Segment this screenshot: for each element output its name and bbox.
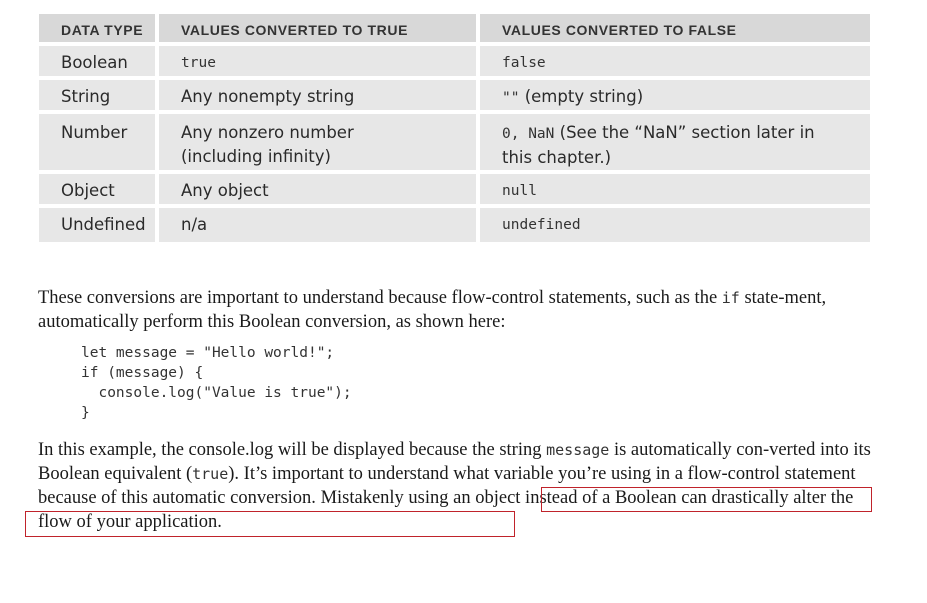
table-row [39, 114, 870, 174]
cell-true: true [181, 55, 216, 71]
cell-true: Any nonzero number (including infinity) [181, 123, 354, 166]
paragraph-example: In this example, the console.log will be displayed because the string message is automatically con-verted into its Boolean equivalent (true). It’s important to understand what variable you’re using in a flow-control statement because of this automatic conversion. Mistakenly using an object instead of a Boolean can drastically alter the flow of your application. [38, 440, 871, 532]
cell-true: Any object [181, 181, 269, 200]
cell-type: Boolean [61, 53, 128, 72]
cell-type: Object [61, 181, 115, 200]
code-example: let message = "Hello world!"; if (message) { console.log("Value is true"); } [81, 345, 352, 421]
header-true-values: VALUES CONVERTED TO TRUE [159, 14, 480, 46]
cell-false: null [502, 183, 537, 199]
table-row [39, 208, 870, 242]
cell-true: n/a [181, 215, 208, 234]
cell-false: undefined [502, 217, 581, 233]
type-conversion-table [39, 14, 870, 242]
header-data-type: DATA TYPE [39, 14, 159, 46]
highlighted-sentence: Mistakenly using an object instead of a Boolean can drastically alter the flow of your application. [38, 488, 854, 532]
table-row [39, 80, 870, 114]
table-row [39, 174, 870, 208]
cell-false: 0, NaN (See the “NaN” section later in this chapter.) [502, 123, 815, 167]
paragraph-conversions: These conversions are important to understand because flow-control statements, such as the if state-ment, automatically perform this Boolean conversion, as shown here: [38, 288, 827, 332]
table-header-row [39, 14, 870, 46]
cell-false: "" (empty string) [502, 87, 644, 106]
cell-type: Number [61, 123, 128, 142]
header-false-values: VALUES CONVERTED TO FALSE [480, 14, 870, 46]
cell-false: false [502, 55, 546, 71]
table-row [39, 46, 870, 80]
cell-true: Any nonempty string [181, 87, 355, 106]
cell-type: Undefined [61, 215, 146, 234]
cell-type: String [61, 87, 111, 106]
